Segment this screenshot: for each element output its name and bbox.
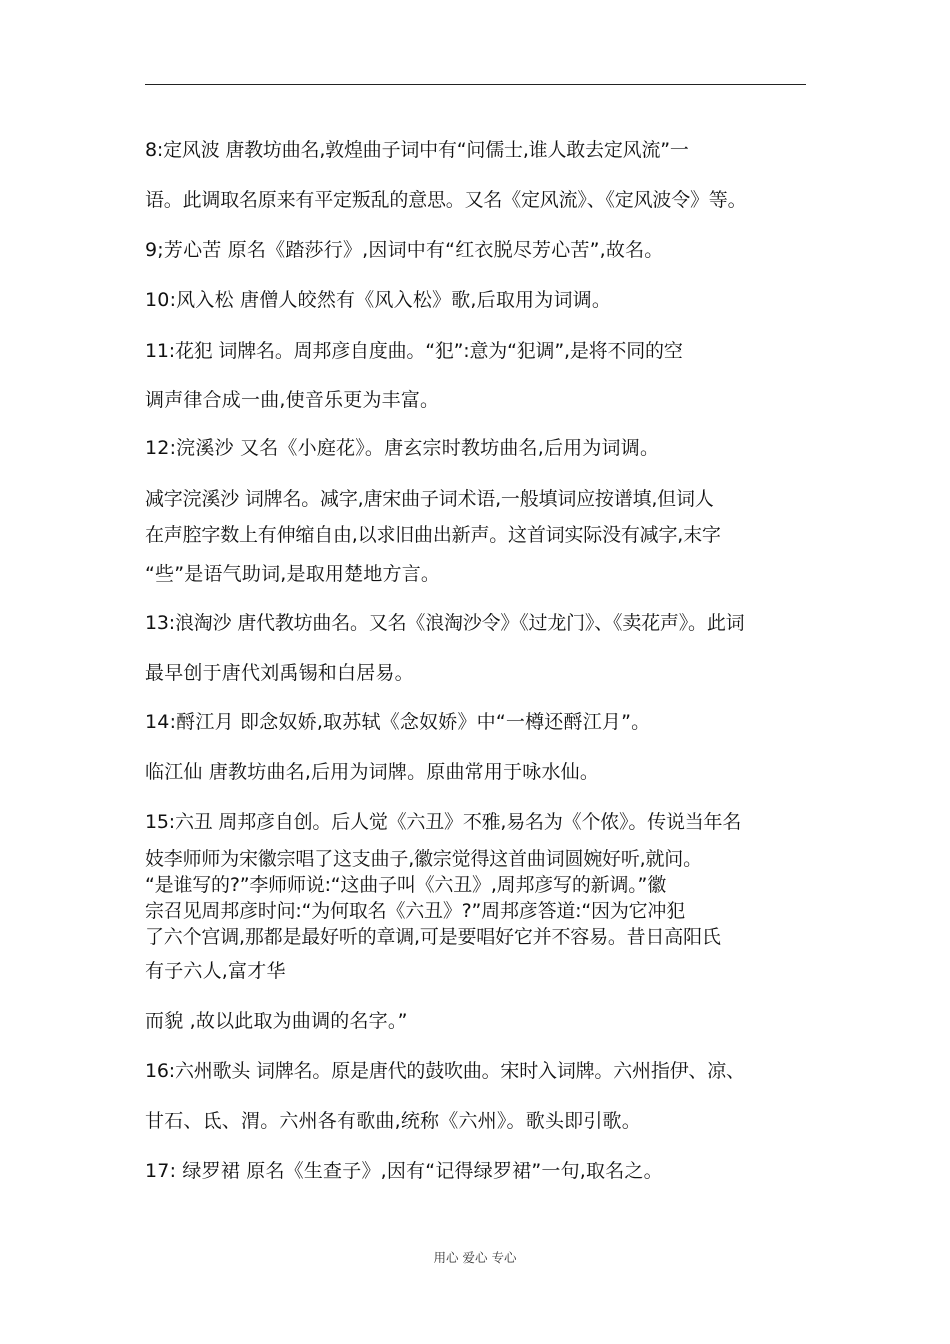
text-line: 11:花犯 词牌名。周邦彦自度曲。“犯”:意为“犯调”,是将不同的空 [145,340,683,362]
text-line: 8:定风波 唐教坊曲名,敦煌曲子词中有“问儒士,谁人敢去定风流”一 [145,139,689,161]
header-rule [145,84,806,85]
text-line: 语。此调取名原来有平定叛乱的意思。又名《定风流》、《定风波令》等。 [145,189,747,211]
text-line: 13:浪淘沙 唐代教坊曲名。又名《浪淘沙令》《过龙门》、《卖花声》。此词 [145,612,745,634]
text-line: 9;芳心苦 原名《踏莎行》,因词中有“红衣脱尽芳心苦”,故名。 [145,239,664,261]
text-line: 有子六人,富才华 [145,960,286,982]
text-line: 而貌 ,故以此取为曲调的名字。” [145,1010,408,1032]
text-line: 17: 绿罗裙 原名《生查子》,因有“记得绿罗裙”一句,取名之。 [145,1160,663,1182]
text-line: “是谁写的?”李师师说:“这曲子叫《六丑》,周邦彦写的新调。”徽 [145,874,666,896]
text-line: 15:六丑 周邦彦自创。后人觉《六丑》不雅,易名为《个侬》。传说当年名 [145,811,742,833]
text-line: 14:酹江月 即念奴娇,取苏轼《念奴娇》中“一樽还酹江月”。 [145,711,651,733]
page-footer: 用心 爱心 专心 [433,1250,517,1265]
text-line: 在声腔字数上有伸缩自由,以求旧曲出新声。这首词实际没有减字,末字 [145,524,721,546]
text-line: 了六个宫调,那都是最好听的章调,可是要唱好它并不容易。昔日高阳氏 [145,926,721,948]
text-line: 宗召见周邦彦时问:“为何取名《六丑》?”周邦彦答道:“因为它冲犯 [145,900,686,922]
text-line: 10:风入松 唐僧人皎然有《风入松》歌,后取用为词调。 [145,289,612,311]
text-line: 最早创于唐代刘禹锡和白居易。 [145,662,414,684]
text-line: 调声律合成一曲,使音乐更为丰富。 [145,389,440,411]
text-line: 减字浣溪沙 词牌名。减字,唐宋曲子词术语,一般填词应按谱填,但词人 [145,488,714,510]
text-line: 16:六州歌头 词牌名。原是唐代的鼓吹曲。宋时入词牌。六州指伊、凉、 [145,1060,745,1082]
text-line: 甘石、氐、渭。六州各有歌曲,统称《六州》。歌头即引歌。 [145,1110,641,1132]
text-line: 12:浣溪沙 又名《小庭花》。唐玄宗时教坊曲名,后用为词调。 [145,437,660,459]
text-line: “些”是语气助词,是取用楚地方言。 [145,563,441,585]
text-line: 临江仙 唐教坊曲名,后用为词牌。原曲常用于咏水仙。 [145,761,600,783]
text-line: 妓李师师为宋徽宗唱了这支曲子,徽宗觉得这首曲词圆婉好听,就问。 [145,848,702,870]
